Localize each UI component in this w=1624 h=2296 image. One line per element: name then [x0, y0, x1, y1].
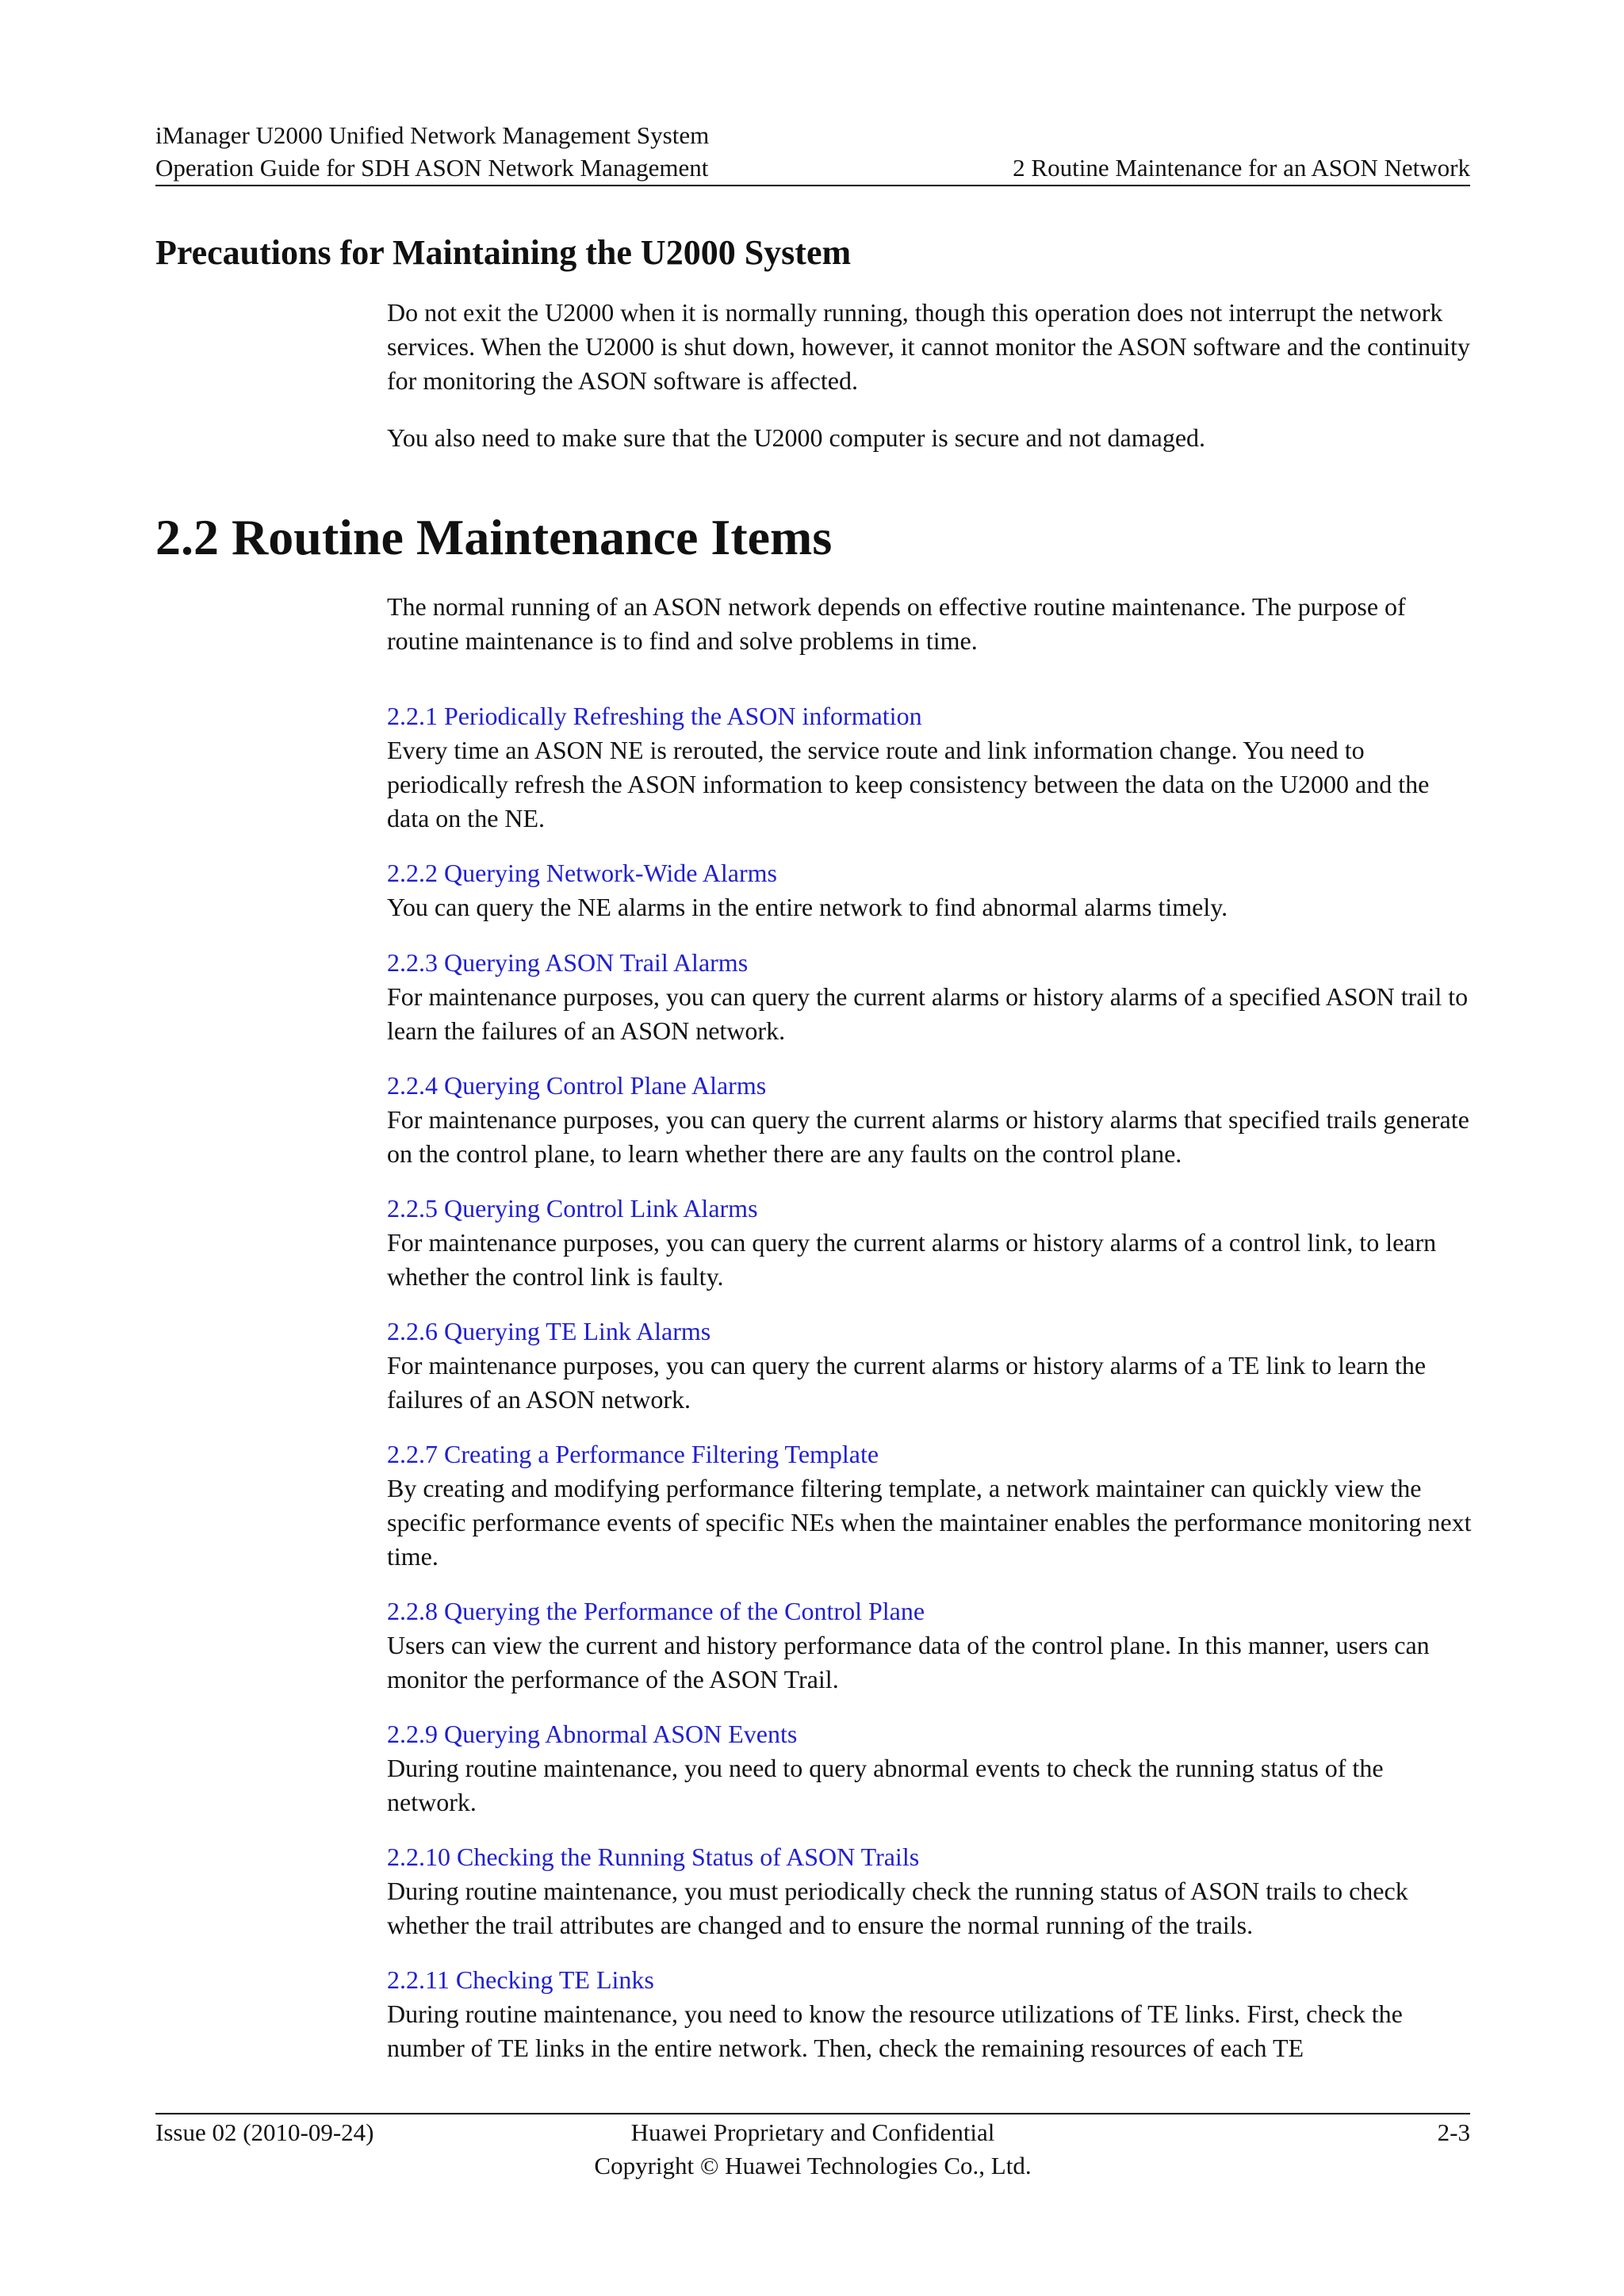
- item-link-abnormal-ason-events[interactable]: 2.2.9 Querying Abnormal ASON Events: [387, 1720, 798, 1748]
- maintenance-item: [387, 1192, 1473, 1294]
- item-link-ason-trail-status[interactable]: 2.2.10 Checking the Running Status of ASON Trails: [387, 1843, 920, 1871]
- item-description: You can query the NE alarms in the entire network to find abnormal alarms timely.: [387, 893, 1228, 921]
- maintenance-item: [387, 1069, 1473, 1171]
- item-description: For maintenance purposes, you can query the current alarms or history alarms of a specified ASON trail to learn the failures of an ASON network.: [387, 982, 1469, 1045]
- footer-center: [155, 2116, 1470, 2183]
- header-divider: [155, 185, 1470, 186]
- maintenance-item: [387, 699, 1473, 836]
- item-description: During routine maintenance, you must periodically check the running status of ASON trails to check whether the trail attributes are changed and to ensure the normal running of the trails.: [387, 1877, 1408, 1939]
- maintenance-item: [387, 1314, 1473, 1417]
- footer-divider: [155, 2113, 1470, 2114]
- item-description: Every time an ASON NE is rerouted, the service route and link information change. You need to periodically refresh the ASON information to keep consistency between the data on the U2000 and the data on the NE.: [387, 736, 1430, 832]
- maintenance-item: [387, 1840, 1473, 1942]
- header-product-name: iManager U2000 Unified Network Management System: [155, 121, 710, 149]
- precautions-paragraph-2: You also need to make sure that the U2000 computer is secure and not damaged.: [387, 423, 1206, 452]
- header-chapter-title: 2 Routine Maintenance for an ASON Network: [1013, 154, 1470, 182]
- footer-proprietary: Huawei Proprietary and Confidential: [630, 2118, 995, 2146]
- footer-copyright: Copyright © Huawei Technologies Co., Ltd.: [594, 2152, 1032, 2179]
- item-description: For maintenance purposes, you can query the current alarms or history alarms of a TE link to learn the failures of an ASON network.: [387, 1351, 1427, 1414]
- item-description: Users can view the current and history performance data of the control plane. In this manner, users can monitor the performance of the ASON Trail.: [387, 1631, 1430, 1693]
- chapter-intro: The normal running of an ASON network depends on effective routine maintenance. The purpose of routine maintenance is to find and solve problems in time.: [387, 592, 1406, 655]
- item-description: During routine maintenance, you need to query abnormal events to check the running status of the network.: [387, 1754, 1384, 1816]
- footer-issue: Issue 02 (2010-09-24): [155, 2118, 374, 2146]
- maintenance-item: [387, 946, 1473, 1048]
- item-description: For maintenance purposes, you can query the current alarms or history alarms of a control link, to learn whether the control link is faulty.: [387, 1228, 1437, 1291]
- item-link-control-plane-alarms[interactable]: 2.2.4 Querying Control Plane Alarms: [387, 1071, 767, 1100]
- page-header: [155, 119, 1470, 184]
- item-link-checking-te-links[interactable]: 2.2.11 Checking TE Links: [387, 1965, 654, 1994]
- precautions-heading: Precautions for Maintaining the U2000 System: [155, 233, 852, 272]
- maintenance-item: [387, 1963, 1473, 2065]
- maintenance-item: [387, 856, 1473, 924]
- chapter-heading: 2.2 Routine Maintenance Items: [155, 509, 833, 565]
- item-description: During routine maintenance, you need to know the resource utilizations of TE links. First, check the number of TE links in the entire network. Then, check the remaining resources of each TE: [387, 1999, 1403, 2062]
- item-description: For maintenance purposes, you can query the current alarms or history alarms that specified trails generate on the control plane, to learn whether there are any faults on the control plane.: [387, 1105, 1469, 1168]
- maintenance-item: [387, 1594, 1473, 1697]
- footer-page-number: 2-3: [1437, 2118, 1470, 2146]
- header-document-title: Operation Guide for SDH ASON Network Management: [155, 154, 709, 182]
- precautions-paragraph-1: Do not exit the U2000 when it is normally running, though this operation does not interrupt the network services. When the U2000 is shut down, however, it cannot monitor the ASON software and the continuity for monitoring the ASON software is affected.: [387, 298, 1470, 395]
- item-link-control-link-alarms[interactable]: 2.2.5 Querying Control Link Alarms: [387, 1194, 758, 1223]
- item-link-te-link-alarms[interactable]: 2.2.6 Querying TE Link Alarms: [387, 1317, 711, 1345]
- item-link-refresh-ason-info[interactable]: 2.2.1 Periodically Refreshing the ASON information: [387, 702, 922, 730]
- maintenance-item: [387, 1717, 1473, 1820]
- header-row: [155, 151, 1470, 184]
- item-link-network-wide-alarms[interactable]: 2.2.2 Querying Network-Wide Alarms: [387, 859, 777, 887]
- item-description: By creating and modifying performance filtering template, a network maintainer can quickly view the specific performance events of specific NEs when the maintainer enables the performance monitoring next time.: [387, 1474, 1472, 1571]
- item-link-control-plane-performance[interactable]: 2.2.8 Querying the Performance of the Control Plane: [387, 1597, 925, 1625]
- item-link-performance-filtering-template[interactable]: 2.2.7 Creating a Performance Filtering Template: [387, 1440, 879, 1468]
- item-link-ason-trail-alarms[interactable]: 2.2.3 Querying ASON Trail Alarms: [387, 948, 749, 977]
- maintenance-item: [387, 1437, 1473, 1574]
